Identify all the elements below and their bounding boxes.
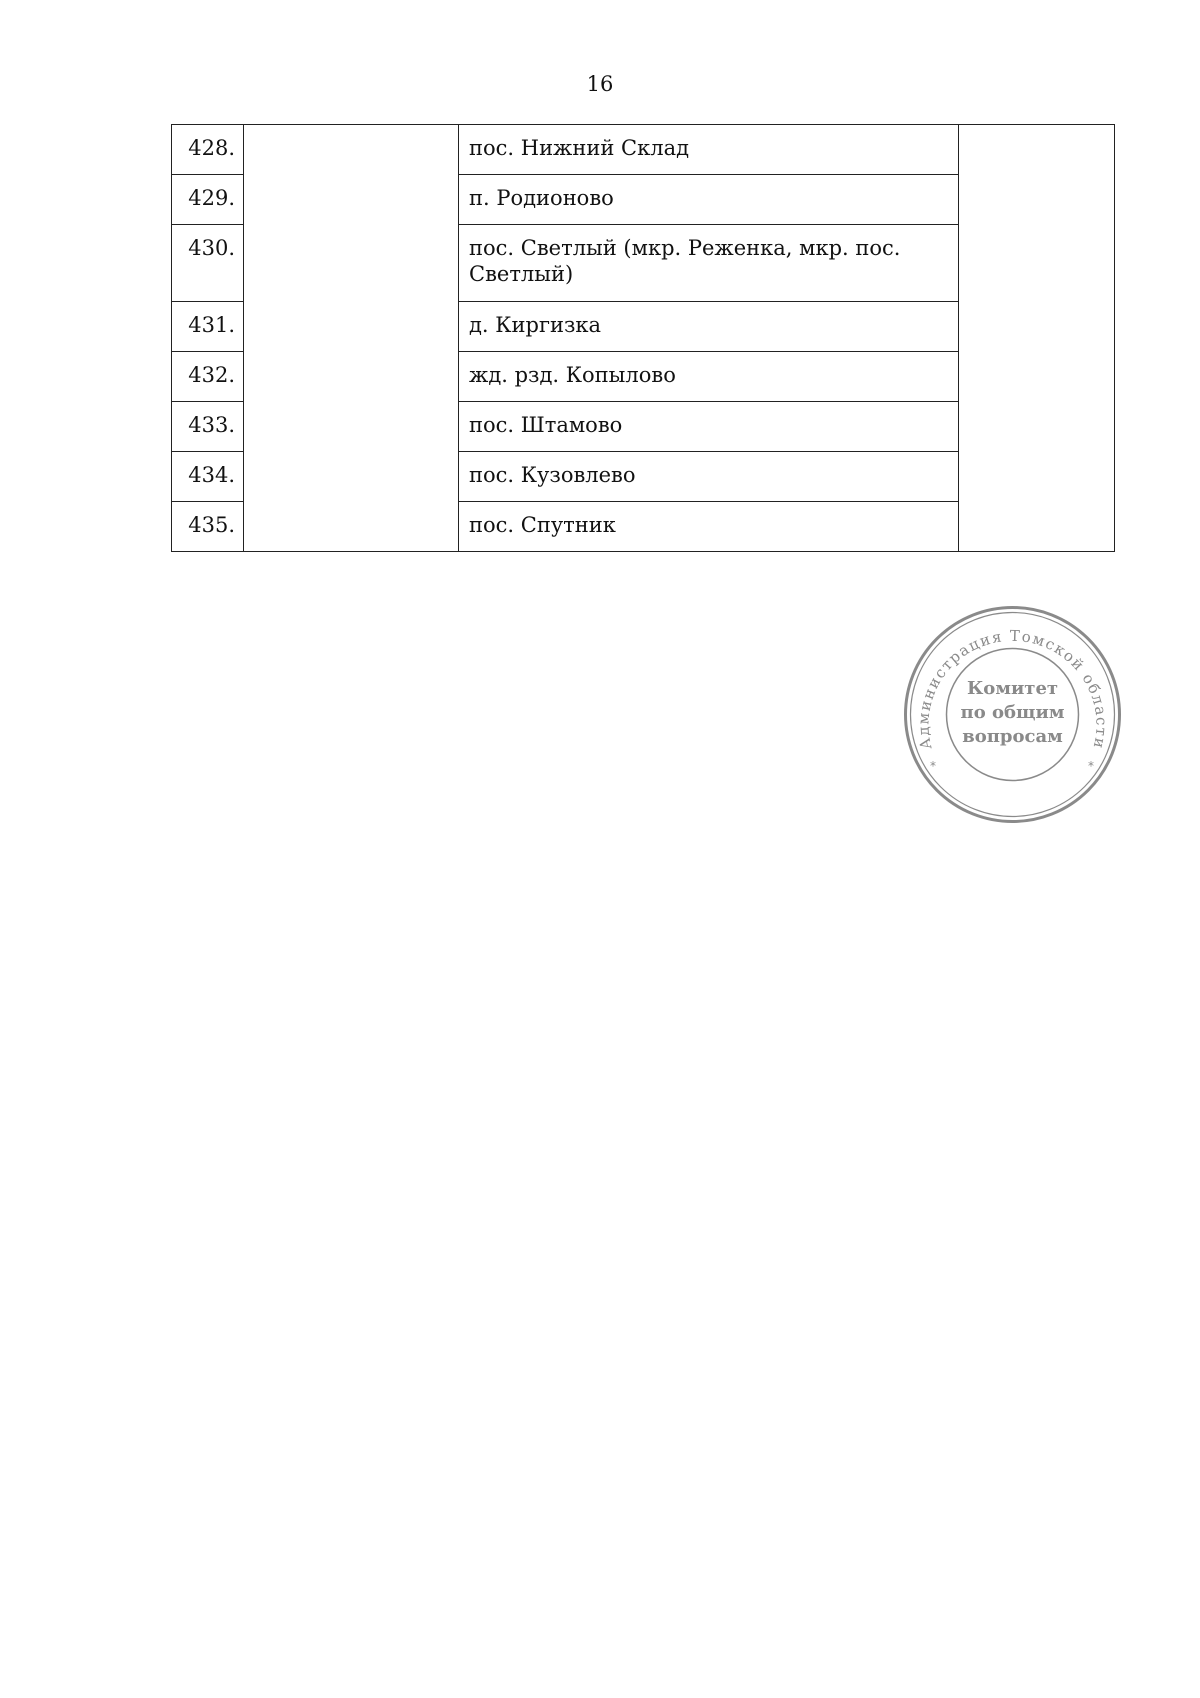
empty-merged-cell-right: [959, 125, 1115, 552]
official-stamp: [900, 602, 1125, 827]
settlement-name: п. Родионово: [459, 175, 959, 225]
page-number: 16: [586, 72, 614, 96]
stamp-center-line-2: по общим: [960, 702, 1065, 723]
row-number: 430.: [172, 225, 244, 302]
settlements-table: [171, 124, 1115, 552]
row-number: 429.: [172, 175, 244, 225]
row-number: 434.: [172, 452, 244, 502]
settlement-name: пос. Нижний Склад: [459, 125, 959, 175]
settlement-name: пос. Штамово: [459, 402, 959, 452]
settlement-name: жд. рзд. Копылово: [459, 352, 959, 402]
row-number: 432.: [172, 352, 244, 402]
empty-merged-cell-left: [244, 125, 459, 552]
row-number: 435.: [172, 502, 244, 552]
row-number: 433.: [172, 402, 244, 452]
settlement-name: д. Киргизка: [459, 302, 959, 352]
settlement-name: пос. Светлый (мкр. Реженка, мкр. пос. Светлый): [459, 225, 959, 302]
table-row: [172, 125, 1115, 175]
star-icon: *: [930, 759, 936, 773]
stamp-ring-text: Администрация Томской области: [914, 626, 1111, 752]
stamp-center-line-3: вопросам: [962, 726, 1063, 747]
settlement-name: пос. Кузовлево: [459, 452, 959, 502]
row-number: 431.: [172, 302, 244, 352]
row-number: 428.: [172, 125, 244, 175]
star-icon: *: [1088, 759, 1094, 773]
stamp-center-line-1: Комитет: [966, 678, 1059, 699]
settlement-name: пос. Спутник: [459, 502, 959, 552]
